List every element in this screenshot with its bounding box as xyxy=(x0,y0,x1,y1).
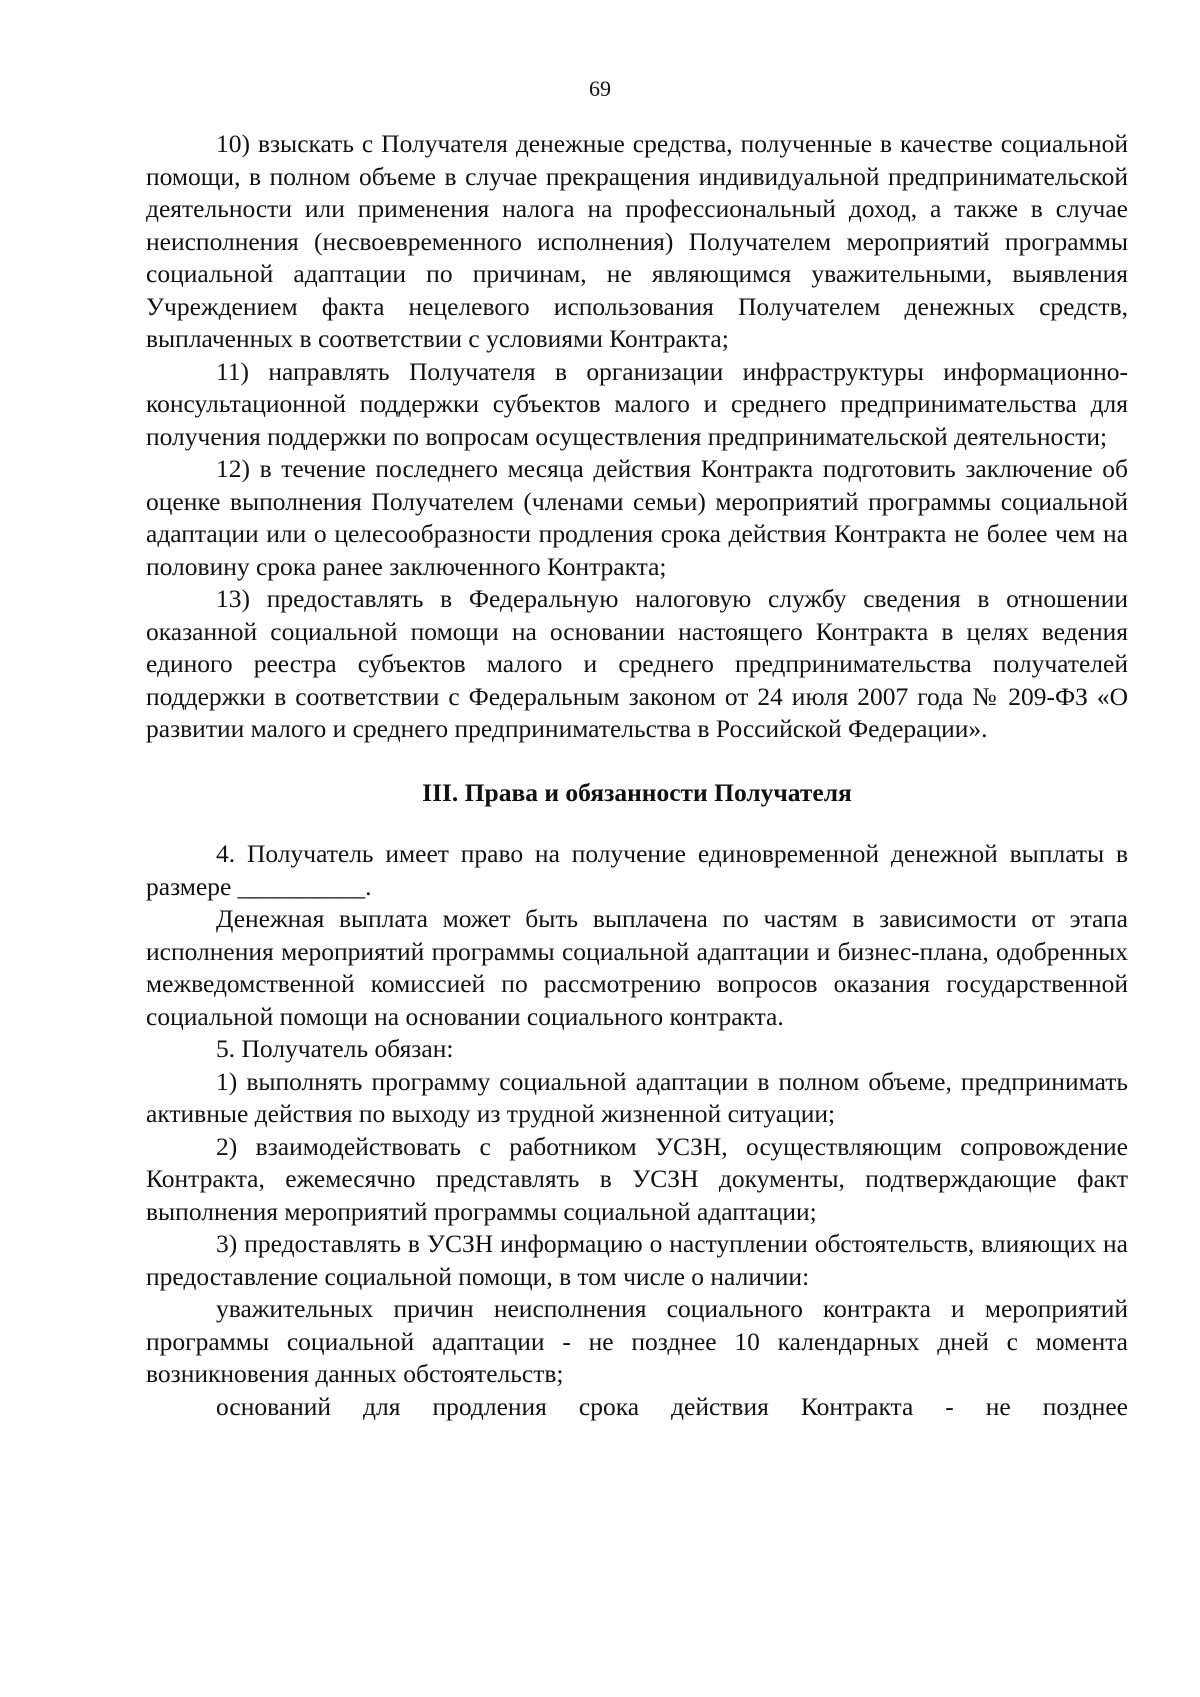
page-number: 69 xyxy=(589,76,611,101)
document-body xyxy=(146,128,1128,1423)
paragraph-clause-4: 4. Получатель имеет право на получение единовременной денежной выплаты в размере __________. xyxy=(146,839,1128,901)
paragraph-valid-reasons: уважительных причин неисполнения социального контракта и мероприятий программы социальной адаптации - не позднее 10 календарных дней с момента возникновения данных обстоятельств; xyxy=(146,1294,1128,1388)
paragraph-extension-grounds: оснований для продления срока действия Контракта - не позднее xyxy=(216,1391,1128,1421)
paragraph-item-10: 10) взыскать с Получателя денежные средства, полученные в качестве социальной помощи, в полном объеме в случае прекращения индивидуальной предпринимательской деятельности или применения налога на профессиональный доход, а также в случае неисполнения (несвоевременного исполнения) Получателем мероприятий программы социальной адаптации по причинам, не являющимся уважительными, выявления Учреждением факта нецелевого использования Получателем денежных средств, выплаченных в соответствии с условиями Контракта; xyxy=(146,129,1128,353)
paragraph-obligation-1: 1) выполнять программу социальной адаптации в полном объеме, предпринимать активные действия по выходу из трудной жизненной ситуации; xyxy=(146,1066,1128,1128)
paragraph-obligation-2: 2) взаимодействовать с работником УСЗН, осуществляющим сопровождение Контракта, ежемесячно представлять в УСЗН документы, подтверждающие факт выполнения мероприятий программы социальной адаптации; xyxy=(146,1131,1128,1226)
paragraph-item-11: 11) направлять Получателя в организации инфраструктуры информационно-консультационной поддержки субъектов малого и среднего предпринимательства для получения поддержки по вопросам осуществления предпринимательской деятельности; xyxy=(146,356,1128,451)
paragraph-item-13: 13) предоставлять в Федеральную налоговую службу сведения в отношении оказанной социальной помощи на основании настоящего Контракта в целях ведения единого реестра субъектов малого и среднего предпринимательства получателей поддержки в соответствии с Федеральным законом от 24 июля 2007 года № 209-ФЗ «О развитии малого и среднего предпринимательства в Российской Федерации». xyxy=(146,584,1128,743)
paragraph-payment-parts: Денежная выплата может быть выплачена по частям в зависимости от этапа исполнения мероприятий программы социальной адаптации и бизнес-плана, одобренных межведомственной комиссией по рассмотрению вопросов оказания государственной социальной помощи на основании социального контракта. xyxy=(146,904,1128,1031)
paragraph-item-12: 12) в течение последнего месяца действия Контракта подготовить заключение об оценке выполнения Получателем (членами семьи) мероприятий программы социальной адаптации или о целесообразности продления срока действия Контракта не более чем на половину срока ранее заключенного Контракта; xyxy=(146,454,1128,581)
paragraph-clause-5: 5. Получатель обязан: xyxy=(216,1034,454,1063)
section-heading: III. Права и обязанности Получателя xyxy=(422,777,852,807)
paragraph-obligation-3: 3) предоставлять в УСЗН информацию о наступлении обстоятельств, влияющих на предоставление социальной помощи, в том числе о наличии: xyxy=(146,1229,1128,1291)
